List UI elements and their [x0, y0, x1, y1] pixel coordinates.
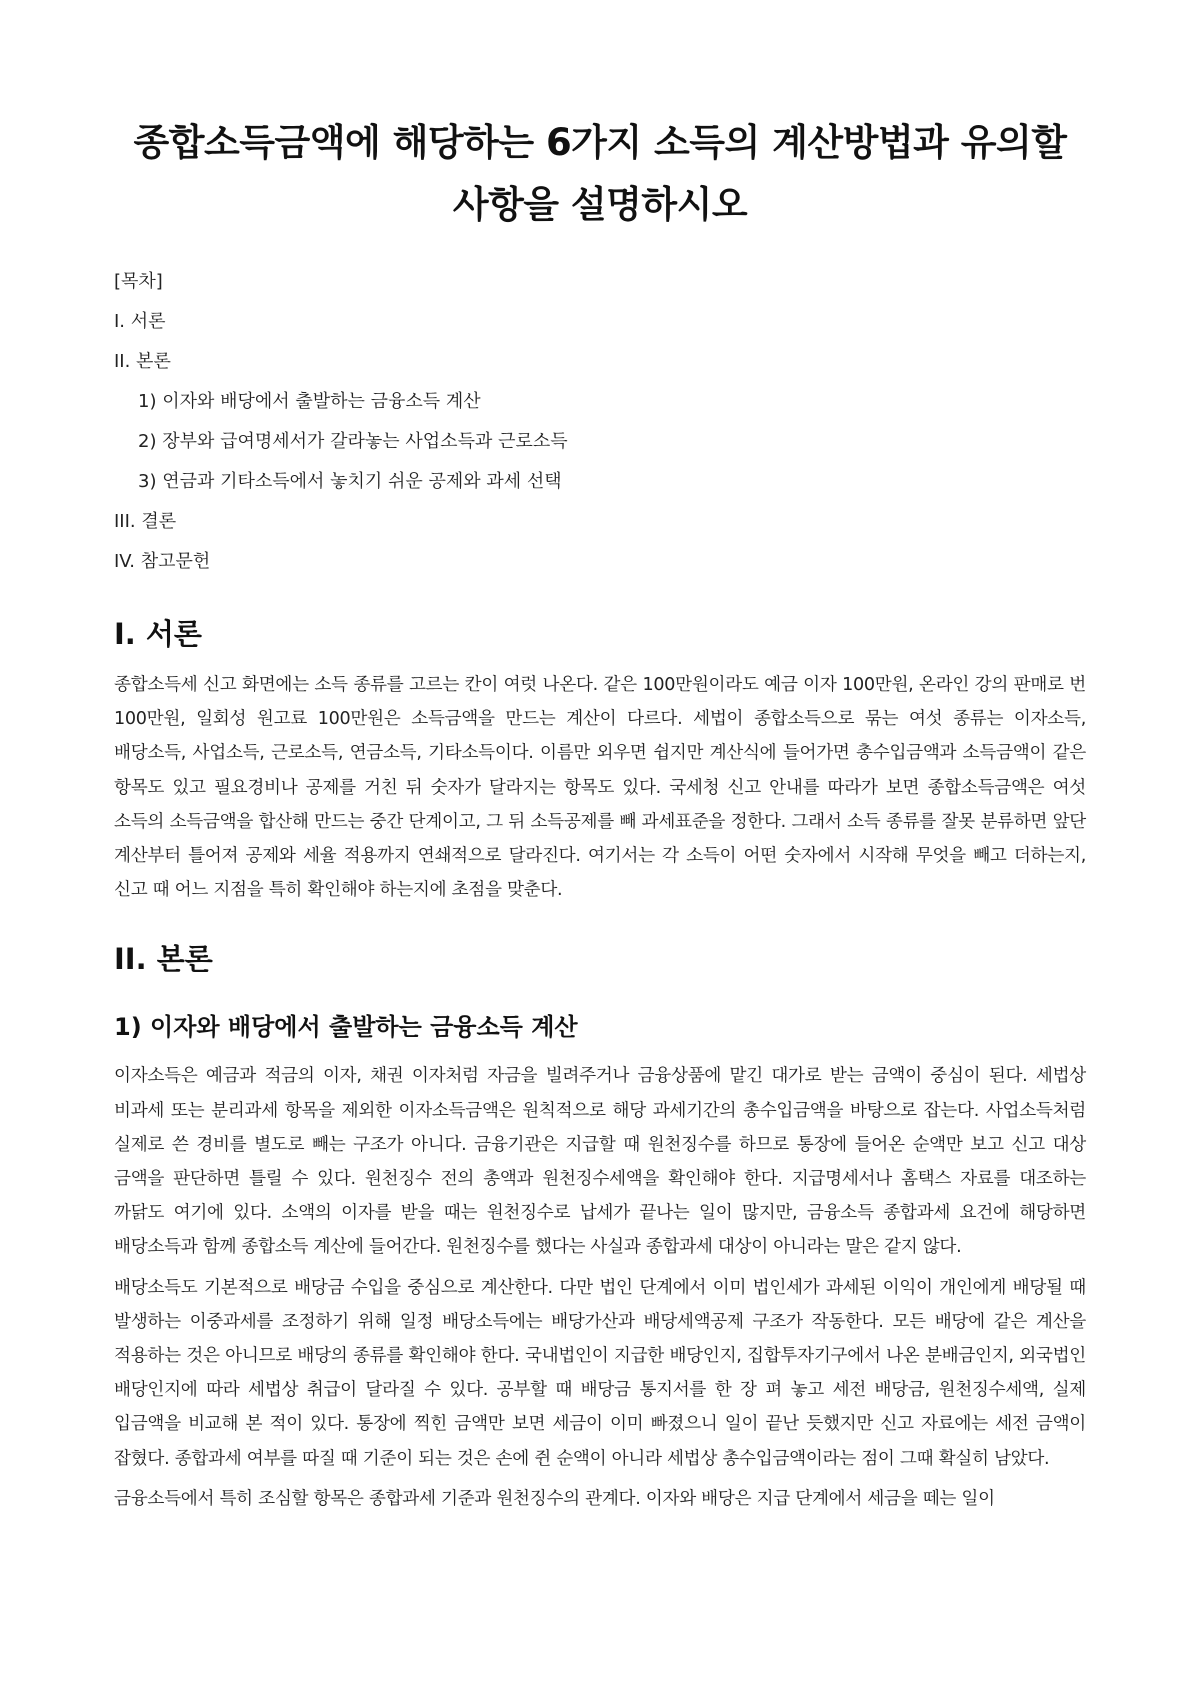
toc-item-body-2: 2) 장부와 급여명세서가 갈라놓는 사업소득과 근로소득	[138, 431, 568, 452]
table-of-contents	[114, 262, 1086, 582]
body-paragraph-interest: 이자소득은 예금과 적금의 이자, 채권 이자처럼 자금을 빌려주거나 금융상품에 맡긴 대가로 받는 금액이 중심이 된다. 세법상 비과세 또는 분리과세 항목을 제외한 이자소득금액은 원칙적으로 해당 과세기간의 총수입금액을 바탕으로 잡는다. 사업소득처럼 실제로 쓴 경비를 별도로 빼는 구조가 아니다. 금융기관은 지급할 때 원천징수를 하므로 통장에 들어온 순액만 보고 신고 대상 금액을 판단하면 틀릴 수 있다. 원천징수 전의 총액과 원천징수세액을 확인해야 한다. 지급명세서나 홈택스 자료를 대조하는 까닭도 여기에 있다. 소액의 이자를 받을 때는 원천징수로 납세가 끝나는 일이 많지만, 금융소득 종합과세 요건에 해당하면 배당소득과 함께 종합소득 계산에 들어간다. 원천징수를 했다는 사실과 종합과세 대상이 아니라는 말은 같지 않다.	[114, 1066, 1086, 1258]
body-paragraph-dividend: 배당소득도 기본적으로 배당금 수입을 중심으로 계산한다. 다만 법인 단계에서 이미 법인세가 과세된 이익이 개인에게 배당될 때 발생하는 이중과세를 조정하기 위해 일정 배당소득에는 배당가산과 배당세액공제 구조가 작동한다. 모든 배당에 같은 계산을 적용하는 것은 아니므로 배당의 종류를 확인해야 한다. 국내법인이 지급한 배당인지, 집합투자기구에서 나온 분배금인지, 외국법인 배당인지에 따라 세법상 취급이 달라질 수 있다. 공부할 때 배당금 통지서를 한 장 펴 놓고 세전 배당금, 원천징수세액, 실제 입금액을 비교해 본 적이 있다. 통장에 찍힌 금액만 보면 세금이 이미 빠졌으니 일이 끝난 듯했지만 신고 자료에는 세전 금액이 잡혔다. 종합과세 여부를 따질 때 기준이 되는 것은 손에 쥔 순액이 아니라 세법상 총수입금액이라는 점이 그때 확실히 남았다.	[114, 1277, 1086, 1469]
intro-paragraph: 종합소득세 신고 화면에는 소득 종류를 고르는 칸이 여럿 나온다. 같은 100만원이라도 예금 이자 100만원, 온라인 강의 판매로 번 100만원, 일회성 원고료 100만원은 소득금액을 만드는 계산이 다르다. 세법이 종합소득으로 묶는 여섯 종류는 이자소득, 배당소득, 사업소득, 근로소득, 연금소득, 기타소득이다. 이름만 외우면 쉽지만 계산식에 들어가면 총수입금액과 소득금액이 같은 항목도 있고 필요경비나 공제를 거친 뒤 숫자가 달라지는 항목도 있다. 국세청 신고 안내를 따라가 보면 종합소득금액은 여섯 소득의 소득금액을 합산해 만드는 중간 단계이고, 그 뒤 소득공제를 빼 과세표준을 정한다. 그래서 소득 종류를 잘못 분류하면 앞단 계산부터 틀어져 공제와 세율 적용까지 연쇄적으로 달라진다. 여기서는 각 소득이 어떤 숫자에서 시작해 무엇을 빼고 더하는지, 신고 때 어느 지점을 특히 확인해야 하는지에 초점을 맞춘다.	[114, 675, 1086, 901]
subsection-heading-financial-income: 1) 이자와 배당에서 출발하는 금융소득 계산	[114, 1013, 578, 1042]
toc-item-body-3: 3) 연금과 기타소득에서 놓치기 쉬운 공제와 과세 선택	[138, 471, 562, 492]
toc-item-conclusion: III. 결론	[114, 511, 177, 532]
body-paragraph-caution: 금융소득에서 특히 조심할 항목은 종합과세 기준과 원천징수의 관계다. 이자와 배당은 지급 단계에서 세금을 떼는 일이	[114, 1488, 995, 1509]
section-heading-body: II. 본론	[114, 942, 213, 977]
document-title: 종합소득금액에 해당하는 6가지 소득의 계산방법과 유의할 사항을 설명하시오	[133, 121, 1067, 226]
toc-item-body: II. 본론	[114, 351, 171, 372]
toc-item-references: IV. 참고문헌	[114, 551, 211, 572]
section-heading-intro: I. 서론	[114, 617, 202, 651]
toc-heading: [목차]	[114, 271, 163, 292]
toc-item-body-1: 1) 이자와 배당에서 출발하는 금융소득 계산	[138, 391, 481, 412]
toc-item-intro: I. 서론	[114, 311, 166, 332]
